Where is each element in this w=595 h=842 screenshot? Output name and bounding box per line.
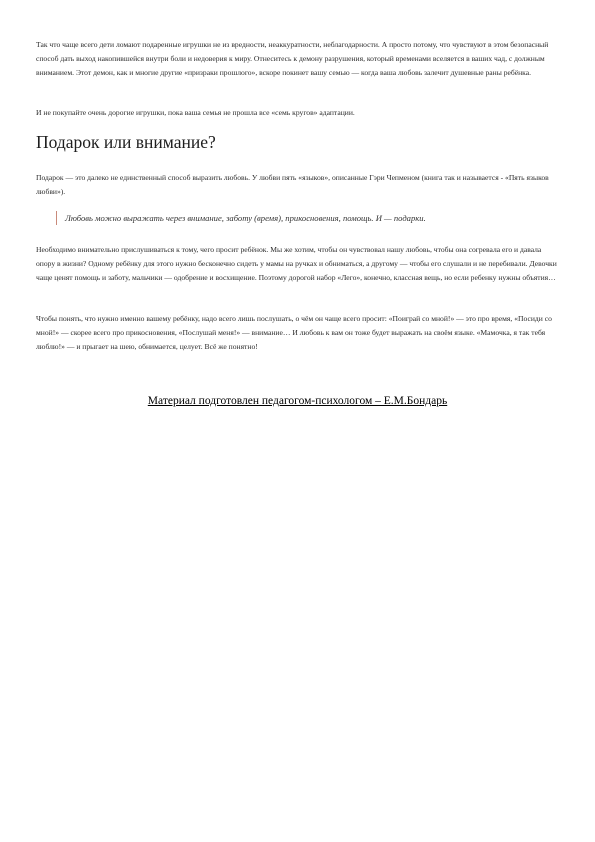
section-heading: Подарок или внимание?: [36, 132, 216, 152]
article-paragraph: Так что чаще всего дети ломают подаренные игрушки не из вредности, неаккуратности, неблагодарности. А просто потому, что чувствуют в этом безопасный способ дать выход накопившейся внутри боли и недоверия к миру. Отнеситесь к демону разрушения, который временами вселяется в ваших чад, с должным вниманием. Этот демон, как и многие другие «призраки прошлого», вскоре покинет вашу семью — когда ваша любовь залечит душевные раны ребёнка.: [36, 40, 549, 78]
article-paragraph: Подарок — это далеко не единственный способ выразить любовь. У любви пять «языков», описанные Гэри Чепменом (книга так и называется - «Пять языков любви»).: [36, 173, 549, 197]
pull-quote: Любовь можно выражать через внимание, заботу (время), прикосновения, помощь. И — подарки.: [56, 211, 545, 225]
article-paragraph: Необходимо внимательно прислушиваться к тому, чего просит ребёнок. Мы же хотим, чтобы он чувствовал нашу любовь, чтобы она согревала его и давала опору в жизни? Одному ребёнку для этого нужно бесконечно сидеть у мамы на ручках и обниматься, а другому — чтобы его слушали и не перебивали. Девочки чаще ценят помощь и заботу, мальчики — одобрение и восхищение. Поэтому дорогой набор «Лего», конечно, классная вещь, но если ребенку нужны объятия…: [36, 245, 557, 283]
author-signature: Материал подготовлен педагогом-психологом – Е.М.Бондарь: [147, 395, 448, 407]
article-paragraph: Чтобы понять, что нужно именно вашему ребёнку, надо всего лишь послушать, о чём он чаще всего просит: «Поиграй со мной!» — это про время, «Посиди со мной!» — скорее всего про прикосновения, «Послушай меня!» — внимание… И любовь к вам он тоже будет выражать на своём языке. «Мамочка, я так тебя люблю!» — и прыгает на шею, обнимается, целует. Всё же понятно!: [36, 314, 552, 352]
article-paragraph: И не покупайте очень дорогие игрушки, пока ваша семья не прошла все «семь кругов» адаптации.: [36, 108, 355, 117]
